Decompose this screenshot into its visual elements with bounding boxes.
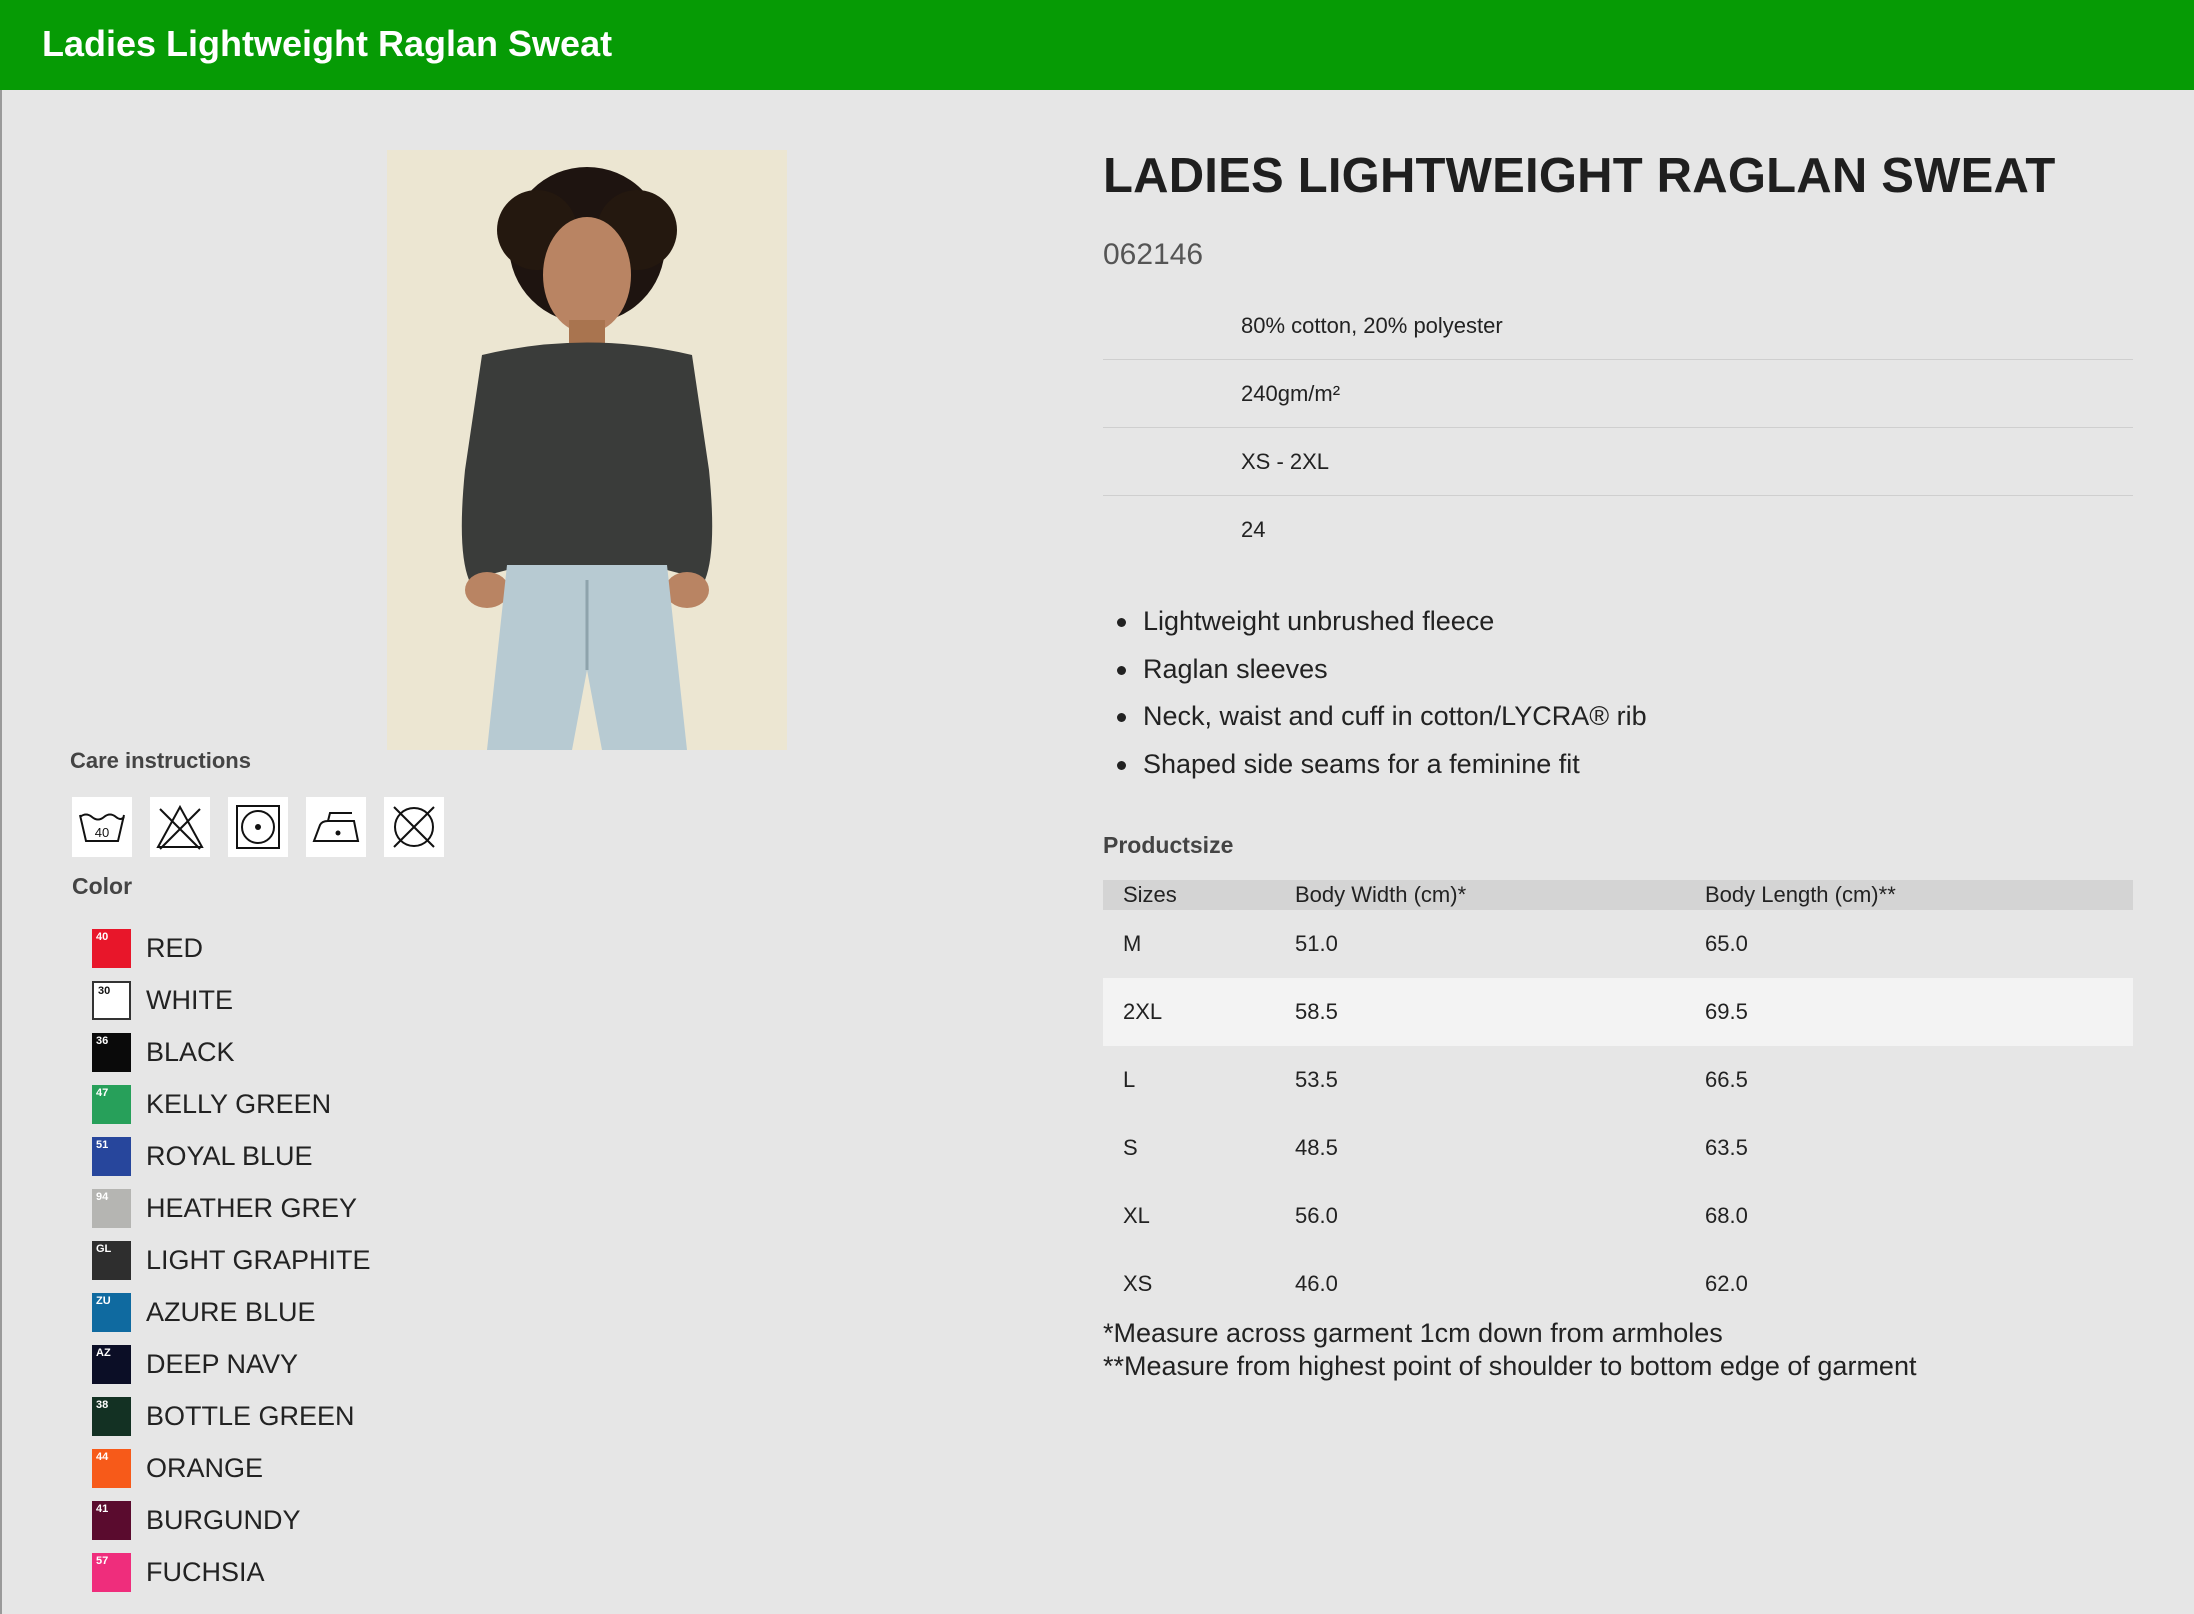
- column-header: Body Length (cm)**: [1705, 880, 2133, 910]
- color-swatch: [92, 1553, 131, 1592]
- color-swatch: [92, 1189, 131, 1228]
- width-cell: 53.5: [1295, 1067, 1338, 1092]
- width-cell: 48.5: [1295, 1135, 1338, 1160]
- spec-list: [1103, 292, 2133, 563]
- color-code: 44: [96, 1450, 109, 1463]
- spec-value: 240gm/m²: [1241, 380, 1341, 406]
- product-code: 062146: [1103, 238, 1204, 271]
- feature-item: Lightweight unbrushed fleece: [1103, 598, 1647, 646]
- size-cell: XS: [1123, 1271, 1153, 1296]
- color-name: AZURE BLUE: [146, 1296, 316, 1327]
- color-item-burgundy[interactable]: [92, 1494, 371, 1546]
- feature-item: Shaped side seams for a feminine fit: [1103, 741, 1647, 789]
- color-swatch: [92, 1033, 131, 1072]
- color-item-orange[interactable]: [92, 1442, 371, 1494]
- table-row: [1103, 1182, 2133, 1250]
- size-table: [1103, 880, 2133, 1318]
- iron-low-icon: [306, 797, 366, 857]
- left-divider: [0, 90, 2, 1614]
- no-bleach-icon: [150, 797, 210, 857]
- color-list: [92, 922, 371, 1598]
- spec-row-pack: [1103, 496, 2133, 563]
- table-row: [1103, 1046, 2133, 1114]
- color-item-bottle-green[interactable]: [92, 1390, 371, 1442]
- column-header: Body Width (cm)*: [1295, 880, 1705, 910]
- color-item-deep-navy[interactable]: [92, 1338, 371, 1390]
- feature-item: Neck, waist and cuff in cotton/LYCRA® rib: [1103, 693, 1647, 741]
- color-swatch: [92, 1293, 131, 1332]
- length-cell: 68.0: [1705, 1203, 1748, 1228]
- color-title: Color: [72, 873, 133, 899]
- size-notes: [1103, 1317, 1916, 1383]
- color-code: 57: [96, 1554, 109, 1567]
- table-row: [1103, 1114, 2133, 1182]
- care-icons: [72, 797, 444, 857]
- color-item-azure-blue[interactable]: [92, 1286, 371, 1338]
- color-code: GL: [96, 1242, 112, 1255]
- color-swatch: [92, 1241, 131, 1280]
- size-table-header: [1103, 880, 2133, 910]
- color-name: ORANGE: [146, 1452, 264, 1483]
- feature-item: Raglan sleeves: [1103, 646, 1647, 694]
- spec-value: 24: [1241, 516, 1266, 542]
- size-cell: L: [1123, 1067, 1136, 1092]
- color-code: 40: [96, 930, 109, 943]
- product-size-title: Productsize: [1103, 832, 1234, 858]
- color-item-red[interactable]: [92, 922, 371, 974]
- color-name: BLACK: [146, 1036, 235, 1067]
- length-cell: 63.5: [1705, 1135, 1748, 1160]
- color-item-light-graphite[interactable]: [92, 1234, 371, 1286]
- width-cell: 51.0: [1295, 931, 1338, 956]
- color-name: LIGHT GRAPHITE: [146, 1244, 371, 1275]
- column-header: Sizes: [1103, 880, 1295, 910]
- color-code: AZ: [96, 1346, 111, 1359]
- page-title: Ladies Lightweight Raglan Sweat: [42, 23, 613, 64]
- width-cell: 46.0: [1295, 1271, 1338, 1296]
- width-cell: 56.0: [1295, 1203, 1338, 1228]
- color-code: ZU: [96, 1294, 111, 1307]
- spec-row-material: [1103, 292, 2133, 360]
- spec-row-weight: [1103, 360, 2133, 428]
- size-note: *Measure across garment 1cm down from armholes: [1103, 1318, 1723, 1348]
- color-swatch: [92, 1501, 131, 1540]
- table-row: [1103, 978, 2133, 1046]
- color-item-royal-blue[interactable]: [92, 1130, 371, 1182]
- color-name: KELLY GREEN: [146, 1088, 332, 1119]
- color-code: 30: [98, 984, 111, 997]
- table-row: [1103, 910, 2133, 978]
- header-bar: [0, 0, 2194, 90]
- color-item-heather-grey[interactable]: [92, 1182, 371, 1234]
- color-code: 47: [96, 1086, 109, 1099]
- color-name: HEATHER GREY: [146, 1192, 358, 1223]
- width-cell: 58.5: [1295, 978, 1705, 1046]
- color-code: 38: [96, 1398, 109, 1411]
- color-code: 36: [96, 1034, 109, 1047]
- color-name: RED: [146, 932, 204, 963]
- size-note: **Measure from highest point of shoulder to bottom edge of garment: [1103, 1351, 1917, 1381]
- size-cell: S: [1123, 1135, 1138, 1160]
- length-cell: 66.5: [1705, 1067, 1748, 1092]
- spec-value: 80% cotton, 20% polyester: [1241, 312, 1503, 338]
- spec-row-size-range: [1103, 428, 2133, 496]
- size-cell: 2XL: [1103, 978, 1295, 1046]
- product-photo: [387, 150, 787, 750]
- color-code: 94: [96, 1190, 109, 1203]
- no-dry-clean-icon: [384, 797, 444, 857]
- product-title: LADIES LIGHTWEIGHT RAGLAN SWEAT: [1103, 149, 2056, 203]
- color-name: ROYAL BLUE: [146, 1140, 313, 1171]
- size-cell: M: [1123, 931, 1142, 956]
- color-swatch: [92, 1345, 131, 1384]
- spec-value: XS - 2XL: [1241, 448, 1330, 474]
- color-item-white[interactable]: [92, 974, 371, 1026]
- care-instructions-title: Care instructions: [70, 748, 251, 773]
- length-cell: 65.0: [1705, 931, 1748, 956]
- color-name: DEEP NAVY: [146, 1348, 299, 1379]
- color-swatch: [92, 1397, 131, 1436]
- color-swatch: [92, 929, 131, 968]
- color-swatch: [92, 1137, 131, 1176]
- tumble-dry-low-icon: [228, 797, 288, 857]
- color-item-fuchsia[interactable]: [92, 1546, 371, 1598]
- feature-list: [1103, 598, 1647, 788]
- color-name: BOTTLE GREEN: [146, 1400, 355, 1431]
- wash-40-icon: [72, 797, 132, 857]
- length-cell: 69.5: [1705, 978, 2133, 1046]
- color-name: BURGUNDY: [146, 1504, 301, 1535]
- color-item-kelly-green[interactable]: [92, 1078, 371, 1130]
- svg-text:40: 40: [94, 825, 110, 840]
- color-code: 41: [96, 1502, 109, 1515]
- table-row: [1103, 1250, 2133, 1318]
- color-item-black[interactable]: [92, 1026, 371, 1078]
- size-cell: XL: [1123, 1203, 1150, 1228]
- color-swatch: [92, 1085, 131, 1124]
- color-code: 51: [96, 1138, 109, 1151]
- color-name: FUCHSIA: [146, 1556, 265, 1587]
- color-name: WHITE: [146, 984, 233, 1015]
- length-cell: 62.0: [1705, 1271, 1748, 1296]
- color-swatch: [92, 981, 131, 1020]
- color-swatch: [92, 1449, 131, 1488]
